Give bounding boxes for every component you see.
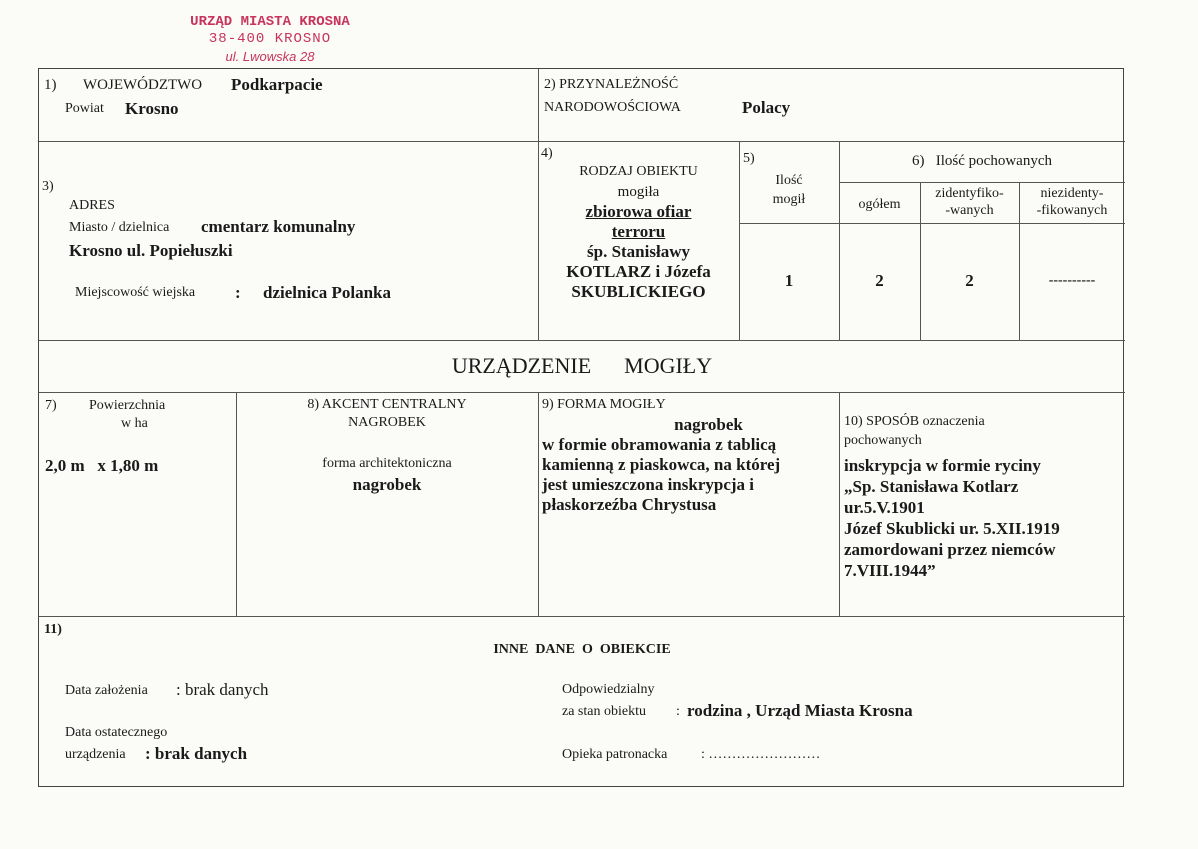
- patronage-value: : ……………………: [701, 747, 821, 762]
- section-8-central-accent: [236, 392, 538, 616]
- central-accent-label-line-1: 8) AKCENT CENTRALNY: [307, 397, 467, 412]
- buried-unidentified-value: ----------: [1048, 273, 1096, 288]
- marking-value-4: Józef Skublicki ur. 5.XII.1919: [844, 519, 1060, 538]
- object-type-value-4: śp. Stanisławy: [587, 242, 690, 261]
- identified-header-line-2: -wanych: [945, 203, 994, 218]
- patronage-label: Opieka patronacka: [562, 747, 668, 762]
- founding-date-label: Data założenia: [65, 683, 148, 698]
- section-2-number: 2): [544, 77, 556, 92]
- section-title: URZĄDZENIE MOGIŁY: [451, 353, 713, 378]
- voivodeship-value: Podkarpacie: [231, 75, 323, 94]
- object-type-value-2: zbiorowa ofiar: [585, 202, 692, 221]
- grave-arrangement-title: [39, 340, 1125, 392]
- section-11-other-data: [39, 616, 1125, 788]
- unidentified-header-line-2: -fikowanych: [1036, 203, 1108, 218]
- section-11-number: 11): [44, 622, 62, 637]
- village-value: dzielnica Polanka: [263, 283, 391, 302]
- stamp-line-3: ul. Lwowska 28: [225, 49, 315, 64]
- section-10-marking-method: [839, 392, 1125, 616]
- section-5-grave-count: [739, 141, 839, 340]
- section-7-number: 7): [45, 398, 57, 413]
- marking-value-5: zamordowani przez niemców: [844, 540, 1056, 559]
- founding-date-value: : brak danych: [176, 680, 269, 699]
- buried-total-value: 2: [875, 271, 884, 290]
- grave-form-value-2: w formie obramowania z tablicą: [542, 435, 777, 454]
- grave-form-value-4: jest umieszczona inskrypcja i: [542, 475, 755, 494]
- section-1-number: 1): [44, 77, 57, 93]
- nationality-value: Polacy: [742, 98, 791, 117]
- identified-header-line-1: zidentyfiko-: [935, 186, 1004, 201]
- section-4-number: 4): [541, 146, 553, 161]
- object-type-value-1: mogiła: [617, 184, 660, 200]
- area-label-line-2: w ha: [121, 416, 148, 431]
- object-type-value-3: terroru: [611, 222, 666, 241]
- stamp-line-1: URZĄD MIASTA KROSNA: [190, 14, 350, 30]
- responsible-value: rodzina , Urząd Miasta Krosna: [687, 701, 913, 720]
- object-type-value-6: SKUBLICKIEGO: [571, 282, 706, 301]
- grave-count-label-line-2: mogił: [772, 192, 806, 207]
- final-arrangement-label-line-2: urządzenia: [65, 747, 126, 762]
- buried-identified-header: [920, 185, 1019, 219]
- grave-form-value-1: nagrobek: [674, 415, 743, 434]
- section-3-number: 3): [42, 179, 54, 194]
- section-6-buried-count: [839, 141, 1125, 340]
- city-value: cmentarz komunalny: [201, 217, 356, 236]
- village-colon: :: [235, 283, 241, 302]
- office-stamp: [170, 14, 370, 65]
- central-accent-label-line-2: NAGROBEK: [348, 415, 426, 430]
- other-data-title: INNE DANE O OBIEKCIE: [493, 642, 671, 657]
- section-9-grave-form: [538, 392, 839, 616]
- section-7-area: [39, 392, 236, 616]
- marking-label-line-1: 10) SPOSÓB oznaczenia: [844, 414, 985, 429]
- village-label: Miejscowość wiejska: [75, 285, 196, 300]
- grave-count-label-line-1: Ilość: [775, 173, 803, 188]
- area-value: 2,0 m x 1,80 m: [45, 456, 159, 475]
- marking-value-3: ur.5.V.1901: [844, 498, 925, 517]
- section-5-number: 5): [743, 151, 755, 166]
- county-label: Powiat: [65, 101, 104, 116]
- section-1-voivodeship: [39, 69, 538, 141]
- responsible-label-line-2: za stan obiektu: [562, 704, 646, 719]
- section-4-object-type: [538, 141, 739, 340]
- grave-count-value: 1: [784, 271, 794, 290]
- section-2-nationality: [538, 69, 1125, 141]
- buried-count-label: Ilość pochowanych: [935, 153, 1052, 169]
- nationality-label-line-2: NARODOWOŚCIOWA: [544, 100, 681, 115]
- object-type-value-5: KOTLARZ i Józefa: [566, 262, 711, 281]
- grave-form-label: 9) FORMA MOGIŁY: [542, 397, 666, 412]
- responsible-label-line-1: Odpowiedzialny: [562, 682, 655, 697]
- buried-unidentified-header: [1019, 185, 1125, 219]
- nationality-label-line-1: PRZYNALEŻNOŚĆ: [559, 77, 679, 92]
- unidentified-header-line-1: niezidenty-: [1040, 186, 1104, 201]
- city-label: Miasto / dzielnica: [69, 220, 170, 235]
- marking-label-line-2: pochowanych: [844, 433, 922, 448]
- final-arrangement-label-line-1: Data ostatecznego: [65, 725, 168, 740]
- marking-value-1: inskrypcja w formie ryciny: [844, 456, 1041, 475]
- section-6-number: 6): [912, 153, 925, 169]
- central-accent-value: nagrobek: [352, 475, 422, 494]
- county-value: Krosno: [125, 99, 179, 118]
- marking-value-6: 7.VIII.1944”: [844, 561, 936, 580]
- area-label-line-1: Powierzchnia: [89, 398, 166, 413]
- voivodeship-label: WOJEWÓDZTWO: [83, 77, 203, 93]
- address-label: ADRES: [69, 198, 115, 213]
- buried-total-header: ogółem: [858, 197, 901, 212]
- section-2-label: [544, 77, 678, 93]
- buried-count-header: [839, 153, 1125, 170]
- grave-form-value-5: płaskorzeźba Chrystusa: [542, 495, 717, 514]
- address-line-2: Krosno ul. Popiełuszki: [69, 241, 233, 260]
- buried-identified-value: 2: [965, 271, 974, 290]
- architectural-form-label: forma architektoniczna: [322, 456, 452, 471]
- record-form: [38, 68, 1124, 787]
- responsible-colon: :: [676, 704, 680, 719]
- section-3-address: [39, 141, 538, 340]
- object-type-label: RODZAJ OBIEKTU: [579, 164, 698, 179]
- stamp-line-2: 38-400 KROSNO: [208, 31, 332, 47]
- grave-form-value-3: kamienną z piaskowca, na której: [542, 455, 781, 474]
- marking-value-2: „Sp. Stanisława Kotlarz: [844, 477, 1019, 496]
- final-arrangement-value: : brak danych: [145, 744, 248, 763]
